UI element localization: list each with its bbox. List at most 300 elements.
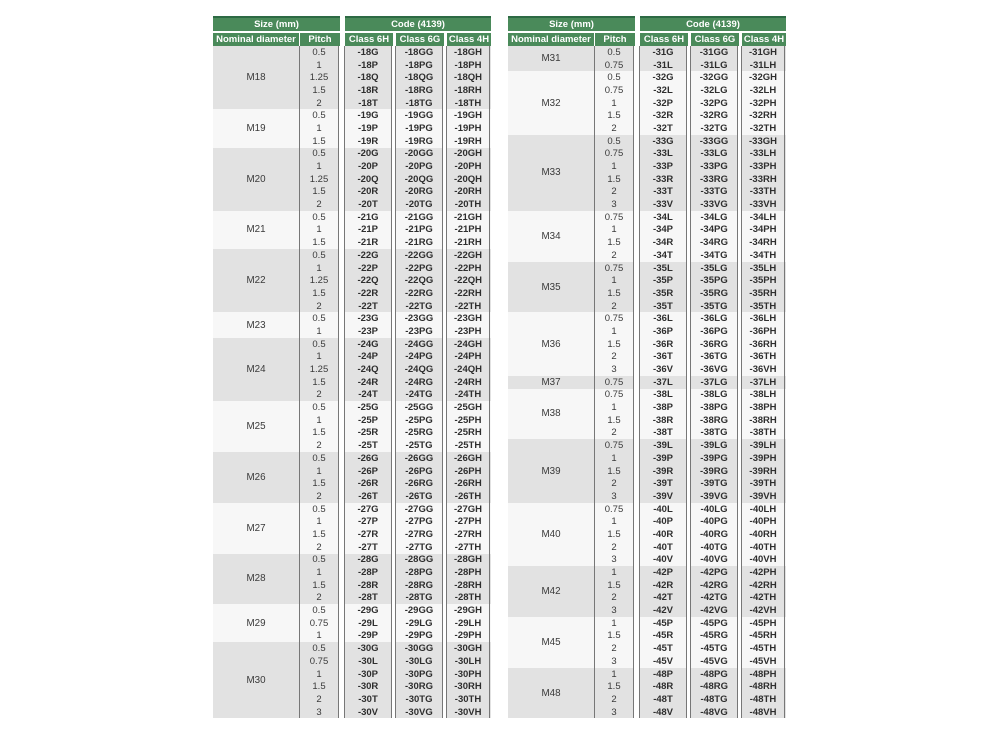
code-cell-class-4h: -26TH <box>446 490 490 503</box>
code-cell-class-6h: -33V <box>639 198 687 211</box>
code-cell-class-6h: -22Q <box>344 274 392 287</box>
code-cell-class-4h: -40LH <box>741 503 785 516</box>
code-cell-class-6g: -36TG <box>690 351 738 364</box>
group-rows <box>594 439 785 502</box>
pitch-cell: 0.5 <box>594 46 634 59</box>
code-cell-class-6g: -25GG <box>395 401 443 414</box>
code-cell-class-4h: -22PH <box>446 262 490 275</box>
diameter-cell: M38 <box>541 408 561 420</box>
code-cell-class-6h: -30G <box>344 642 392 655</box>
code-cell-class-6g: -22GG <box>395 249 443 262</box>
code-cell-class-6g: -29GG <box>395 604 443 617</box>
code-cell-class-4h: -24RH <box>446 376 490 389</box>
code-cell-class-6g: -18QG <box>395 71 443 84</box>
table-row <box>594 351 785 364</box>
code-cell-class-6h: -38P <box>639 401 687 414</box>
code-cell-class-4h: -19GH <box>446 109 490 122</box>
code-cell-class-6g: -30TG <box>395 693 443 706</box>
table-row <box>299 59 490 72</box>
pitch-cell: 1.25 <box>299 71 339 84</box>
code-cell-class-4h: -24PH <box>446 351 490 364</box>
pitch-cell: 1.5 <box>299 236 339 249</box>
pitch-cell: 1 <box>299 262 339 275</box>
diameter-group <box>213 338 491 401</box>
table-row <box>594 655 785 668</box>
pitch-cell: 0.5 <box>299 249 339 262</box>
code-cell-class-4h: -20PH <box>446 160 490 173</box>
code-cell-class-6h: -39T <box>639 477 687 490</box>
code-cell-class-4h: -36RH <box>741 338 785 351</box>
diameter-group <box>213 211 491 249</box>
code-cell-class-4h: -36LH <box>741 312 785 325</box>
diameter-group <box>213 148 491 211</box>
code-cell-class-6h: -48P <box>639 668 687 681</box>
code-cell-class-6h: -33G <box>639 135 687 148</box>
diameter-cell: M20 <box>246 173 266 185</box>
code-cell-class-6h: -36T <box>639 351 687 364</box>
code-cell-class-6g: -42TG <box>690 592 738 605</box>
code-cell-class-6g: -24QG <box>395 363 443 376</box>
table-row <box>594 109 785 122</box>
table-row <box>299 655 490 668</box>
code-cell-class-6g: -39VG <box>690 490 738 503</box>
table-row <box>594 401 785 414</box>
pitch-cell: 0.5 <box>299 642 339 655</box>
diameter-cell: M39 <box>541 465 561 477</box>
code-cell-class-6g: -31GG <box>690 46 738 59</box>
table-row <box>594 173 785 186</box>
pitch-cell: 0.75 <box>594 59 634 72</box>
code-cell-class-4h: -20GH <box>446 148 490 161</box>
table-row <box>299 452 490 465</box>
code-cell-class-6g: -39PG <box>690 452 738 465</box>
diameter-group <box>213 503 491 554</box>
pitch-cell: 2 <box>594 592 634 605</box>
table-row <box>594 706 785 719</box>
pitch-cell: 1.5 <box>594 173 634 186</box>
code-cell-class-4h: -20TH <box>446 198 490 211</box>
pitch-cell: 1.5 <box>299 287 339 300</box>
code-cell-class-6h: -30P <box>344 668 392 681</box>
code-cell-class-6g: -22TG <box>395 300 443 313</box>
table-row <box>299 274 490 287</box>
code-cell-class-4h: -32GH <box>741 71 785 84</box>
table-row <box>299 363 490 376</box>
header-size-group: Size (mm) <box>213 16 340 31</box>
code-cell-class-6h: -33L <box>639 148 687 161</box>
code-cell-class-6h: -25R <box>344 427 392 440</box>
code-cell-class-6g: -18RG <box>395 84 443 97</box>
code-cell-class-4h: -20QH <box>446 173 490 186</box>
pitch-cell: 1 <box>594 97 634 110</box>
pitch-cell: 2 <box>594 477 634 490</box>
code-cell-class-4h: -39LH <box>741 439 785 452</box>
pitch-cell: 1 <box>299 122 339 135</box>
table-row <box>594 249 785 262</box>
code-cell-class-6g: -45VG <box>690 655 738 668</box>
code-cell-class-4h: -38TH <box>741 427 785 440</box>
table-row <box>594 135 785 148</box>
code-cell-class-4h: -29GH <box>446 604 490 617</box>
code-cell-class-6h: -24G <box>344 338 392 351</box>
code-cell-class-6h: -28R <box>344 579 392 592</box>
code-cell-class-4h: -39VH <box>741 490 785 503</box>
code-cell-class-6h: -39R <box>639 465 687 478</box>
code-cell-class-4h: -18TH <box>446 97 490 110</box>
diameter-group <box>508 211 786 262</box>
code-cell-class-6g: -22PG <box>395 262 443 275</box>
diameter-cell: M33 <box>541 167 561 179</box>
code-cell-class-6h: -39P <box>639 452 687 465</box>
pitch-cell: 0.5 <box>299 452 339 465</box>
pitch-cell: 1 <box>299 160 339 173</box>
table-row <box>594 592 785 605</box>
pitch-cell: 3 <box>594 604 634 617</box>
code-cell-class-6g: -40TG <box>690 541 738 554</box>
code-cell-class-6g: -30VG <box>395 706 443 719</box>
table-row <box>594 224 785 237</box>
pitch-cell: 2 <box>594 541 634 554</box>
code-cell-class-6g: -27GG <box>395 503 443 516</box>
pitch-cell: 0.5 <box>594 135 634 148</box>
code-cell-class-4h: -40TH <box>741 541 785 554</box>
code-cell-class-6h: -45P <box>639 617 687 630</box>
code-cell-class-6g: -45PG <box>690 617 738 630</box>
table-row <box>594 287 785 300</box>
diameter-cell: M45 <box>541 636 561 648</box>
pitch-cell: 2 <box>594 642 634 655</box>
pitch-cell: 2 <box>299 490 339 503</box>
code-cell-class-4h: -48PH <box>741 668 785 681</box>
code-cell-class-6h: -25P <box>344 414 392 427</box>
pitch-cell: 0.75 <box>594 376 634 389</box>
code-cell-class-6g: -20QG <box>395 173 443 186</box>
code-cell-class-6g: -29PG <box>395 630 443 643</box>
code-cell-class-6g: -33LG <box>690 148 738 161</box>
code-cell-class-4h: -26PH <box>446 465 490 478</box>
pitch-cell: 1.5 <box>299 135 339 148</box>
code-cell-class-4h: -32TH <box>741 122 785 135</box>
code-cell-class-6h: -40R <box>639 528 687 541</box>
code-cell-class-4h: -33TH <box>741 186 785 199</box>
table-row <box>594 554 785 567</box>
code-cell-class-6g: -24GG <box>395 338 443 351</box>
code-cell-class-6h: -20T <box>344 198 392 211</box>
code-cell-class-6h: -39V <box>639 490 687 503</box>
code-cell-class-6h: -42V <box>639 604 687 617</box>
pitch-cell: 1.25 <box>299 274 339 287</box>
pitch-cell: 0.5 <box>299 109 339 122</box>
code-cell-class-6g: -34TG <box>690 249 738 262</box>
group-rows <box>594 389 785 440</box>
header-size-group: Size (mm) <box>508 16 635 31</box>
table-row <box>594 503 785 516</box>
pitch-cell: 1.5 <box>594 109 634 122</box>
code-cell-class-6g: -18TG <box>395 97 443 110</box>
table-row <box>594 198 785 211</box>
diameter-group <box>508 71 786 134</box>
code-cell-class-6g: -32PG <box>690 97 738 110</box>
diameter-cell: M21 <box>246 224 266 236</box>
code-cell-class-4h: -45PH <box>741 617 785 630</box>
code-cell-class-6h: -32R <box>639 109 687 122</box>
code-cell-class-6g: -23GG <box>395 312 443 325</box>
table-row <box>594 338 785 351</box>
pitch-cell: 0.75 <box>594 503 634 516</box>
pitch-cell: 0.75 <box>299 617 339 630</box>
code-cell-class-4h: -32PH <box>741 97 785 110</box>
table-row <box>594 617 785 630</box>
group-rows <box>594 617 785 668</box>
code-cell-class-6h: -36V <box>639 363 687 376</box>
diameter-cell: M22 <box>246 275 266 287</box>
code-cell-class-6h: -34P <box>639 224 687 237</box>
code-cell-class-4h: -34RH <box>741 236 785 249</box>
code-cell-class-4h: -35LH <box>741 262 785 275</box>
code-cell-class-6h: -23P <box>344 325 392 338</box>
diameter-cell: M24 <box>246 364 266 376</box>
code-cell-class-4h: -38RH <box>741 414 785 427</box>
code-cell-class-4h: -36TH <box>741 351 785 364</box>
pitch-cell: 2 <box>594 249 634 262</box>
header-class-6h: Class 6H <box>345 33 393 46</box>
pitch-cell: 1 <box>299 351 339 364</box>
code-cell-class-6g: -25RG <box>395 427 443 440</box>
pitch-cell: 2 <box>594 427 634 440</box>
code-cell-class-6h: -27R <box>344 528 392 541</box>
code-cell-class-6h: -40V <box>639 554 687 567</box>
pitch-cell: 1.5 <box>594 465 634 478</box>
table-row <box>299 554 490 567</box>
code-cell-class-6h: -33R <box>639 173 687 186</box>
code-cell-class-4h: -27RH <box>446 528 490 541</box>
table-row <box>299 71 490 84</box>
table-row <box>594 515 785 528</box>
pitch-cell: 0.75 <box>594 312 634 325</box>
code-cell-class-6h: -30R <box>344 680 392 693</box>
code-cell-class-4h: -18QH <box>446 71 490 84</box>
pitch-cell: 2 <box>594 186 634 199</box>
code-cell-class-6g: -40LG <box>690 503 738 516</box>
code-cell-class-6g: -26GG <box>395 452 443 465</box>
code-cell-class-4h: -34PH <box>741 224 785 237</box>
pitch-cell: 1.5 <box>594 338 634 351</box>
code-cell-class-6h: -20Q <box>344 173 392 186</box>
code-cell-class-6g: -35RG <box>690 287 738 300</box>
code-cell-class-6h: -34T <box>639 249 687 262</box>
code-cell-class-4h: -34TH <box>741 249 785 262</box>
pitch-cell: 0.5 <box>299 554 339 567</box>
pitch-cell: 2 <box>594 122 634 135</box>
code-cell-class-6h: -42R <box>639 579 687 592</box>
diameter-group <box>213 604 491 642</box>
code-cell-class-6h: -20R <box>344 186 392 199</box>
group-rows <box>299 46 490 109</box>
group-rows <box>299 604 490 642</box>
group-rows <box>594 262 785 313</box>
diameter-cell: M28 <box>246 573 266 585</box>
code-cell-class-6h: -45R <box>639 630 687 643</box>
table-row <box>299 414 490 427</box>
code-cell-class-4h: -33PH <box>741 160 785 173</box>
pitch-cell: 1.5 <box>594 630 634 643</box>
diameter-cell: M32 <box>541 97 561 109</box>
code-cell-class-6h: -30T <box>344 693 392 706</box>
group-rows <box>594 211 785 262</box>
diameter-group <box>213 554 491 605</box>
pitch-cell: 0.75 <box>594 148 634 161</box>
header-class-6g: Class 6G <box>396 33 444 46</box>
code-cell-class-6g: -33RG <box>690 173 738 186</box>
code-cell-class-6h: -21G <box>344 211 392 224</box>
pitch-cell: 2 <box>299 300 339 313</box>
header-code-group: Code (4139) <box>640 16 786 31</box>
table-row <box>299 122 490 135</box>
table-row <box>299 186 490 199</box>
table-row <box>299 439 490 452</box>
code-cell-class-6g: -37LG <box>690 376 738 389</box>
pitch-cell: 1 <box>299 224 339 237</box>
code-cell-class-6g: -33TG <box>690 186 738 199</box>
code-cell-class-4h: -35RH <box>741 287 785 300</box>
code-cell-class-4h: -42PH <box>741 566 785 579</box>
code-cell-class-4h: -40VH <box>741 554 785 567</box>
table-row <box>299 325 490 338</box>
pitch-cell: 1.5 <box>299 528 339 541</box>
code-cell-class-4h: -40RH <box>741 528 785 541</box>
pitch-cell: 1.5 <box>299 579 339 592</box>
code-cell-class-4h: -21RH <box>446 236 490 249</box>
code-cell-class-6g: -30GG <box>395 642 443 655</box>
table-row <box>594 389 785 402</box>
table-row <box>594 566 785 579</box>
code-cell-class-6g: -33PG <box>690 160 738 173</box>
code-cell-class-4h: -22RH <box>446 287 490 300</box>
diameter-cell: M19 <box>246 122 266 134</box>
group-rows <box>299 338 490 401</box>
diameter-cell: M29 <box>246 617 266 629</box>
table-row <box>299 642 490 655</box>
group-rows <box>299 148 490 211</box>
code-cell-class-6h: -23G <box>344 312 392 325</box>
pitch-cell: 1 <box>299 59 339 72</box>
table-row <box>594 236 785 249</box>
code-cell-class-4h: -39TH <box>741 477 785 490</box>
group-rows <box>299 452 490 503</box>
code-cell-class-6g: -20RG <box>395 186 443 199</box>
code-cell-class-6h: -30V <box>344 706 392 719</box>
code-cell-class-6h: -40L <box>639 503 687 516</box>
code-cell-class-6g: -32TG <box>690 122 738 135</box>
pitch-cell: 1 <box>299 465 339 478</box>
header-class-6h: Class 6H <box>640 33 688 46</box>
code-cell-class-6h: -45T <box>639 642 687 655</box>
code-cell-class-6g: -48PG <box>690 668 738 681</box>
code-cell-class-6h: -26G <box>344 452 392 465</box>
diameter-cell: M37 <box>541 376 561 388</box>
code-cell-class-4h: -27PH <box>446 515 490 528</box>
code-cell-class-6h: -30L <box>344 655 392 668</box>
code-cell-class-4h: -24TH <box>446 389 490 402</box>
pitch-cell: 1 <box>594 401 634 414</box>
code-cell-class-4h: -30GH <box>446 642 490 655</box>
code-cell-class-6g: -20GG <box>395 148 443 161</box>
code-cell-class-6h: -21R <box>344 236 392 249</box>
code-cell-class-6g: -38PG <box>690 401 738 414</box>
code-cell-class-4h: -30LH <box>446 655 490 668</box>
code-cell-class-4h: -26GH <box>446 452 490 465</box>
diameter-group <box>508 566 786 617</box>
code-cell-class-4h: -18PH <box>446 59 490 72</box>
table-row <box>594 376 785 389</box>
code-cell-class-4h: -36VH <box>741 363 785 376</box>
code-cell-class-4h: -27GH <box>446 503 490 516</box>
diameter-cell: M34 <box>541 230 561 242</box>
code-cell-class-6g: -28TG <box>395 592 443 605</box>
pitch-cell: 2 <box>594 351 634 364</box>
diameter-group <box>508 617 786 668</box>
pitch-cell: 1.25 <box>299 173 339 186</box>
pitch-cell: 1.5 <box>299 427 339 440</box>
table-row <box>299 389 490 402</box>
table-row <box>594 262 785 275</box>
code-cell-class-4h: -48TH <box>741 693 785 706</box>
code-cell-class-6g: -28PG <box>395 566 443 579</box>
pitch-cell: 3 <box>594 198 634 211</box>
pitch-cell: 1 <box>594 325 634 338</box>
pitch-cell: 2 <box>299 693 339 706</box>
table-row <box>299 515 490 528</box>
code-cell-class-6h: -28P <box>344 566 392 579</box>
code-cell-class-4h: -22GH <box>446 249 490 262</box>
code-cell-class-4h: -20RH <box>446 186 490 199</box>
table-row <box>594 477 785 490</box>
table-row <box>594 59 785 72</box>
table-row <box>594 465 785 478</box>
pitch-cell: 2 <box>299 389 339 402</box>
pitch-cell: 1 <box>299 414 339 427</box>
code-cell-class-6g: -40PG <box>690 515 738 528</box>
code-cell-class-6g: -22QG <box>395 274 443 287</box>
header-nominal-diameter: Nominal diameter <box>508 33 594 46</box>
code-cell-class-6h: -27T <box>344 541 392 554</box>
pitch-cell: 1 <box>594 274 634 287</box>
code-cell-class-6g: -29LG <box>395 617 443 630</box>
code-cell-class-4h: -31GH <box>741 46 785 59</box>
pitch-cell: 3 <box>594 490 634 503</box>
table-row <box>299 135 490 148</box>
code-cell-class-4h: -42RH <box>741 579 785 592</box>
pitch-cell: 1.5 <box>594 236 634 249</box>
code-cell-class-6h: -27G <box>344 503 392 516</box>
code-cell-class-6g: -33VG <box>690 198 738 211</box>
code-cell-class-4h: -25PH <box>446 414 490 427</box>
table-row <box>299 300 490 313</box>
code-cell-class-6g: -21RG <box>395 236 443 249</box>
table-row <box>299 541 490 554</box>
code-cell-class-4h: -42TH <box>741 592 785 605</box>
code-cell-class-6h: -40P <box>639 515 687 528</box>
code-cell-class-6h: -33T <box>639 186 687 199</box>
code-cell-class-6h: -28G <box>344 554 392 567</box>
code-cell-class-6h: -38R <box>639 414 687 427</box>
code-cell-class-6g: -34RG <box>690 236 738 249</box>
code-cell-class-6g: -42PG <box>690 566 738 579</box>
code-cell-class-4h: -45VH <box>741 655 785 668</box>
code-cell-class-4h: -33VH <box>741 198 785 211</box>
pitch-cell: 1.5 <box>299 84 339 97</box>
table-body <box>508 46 786 718</box>
